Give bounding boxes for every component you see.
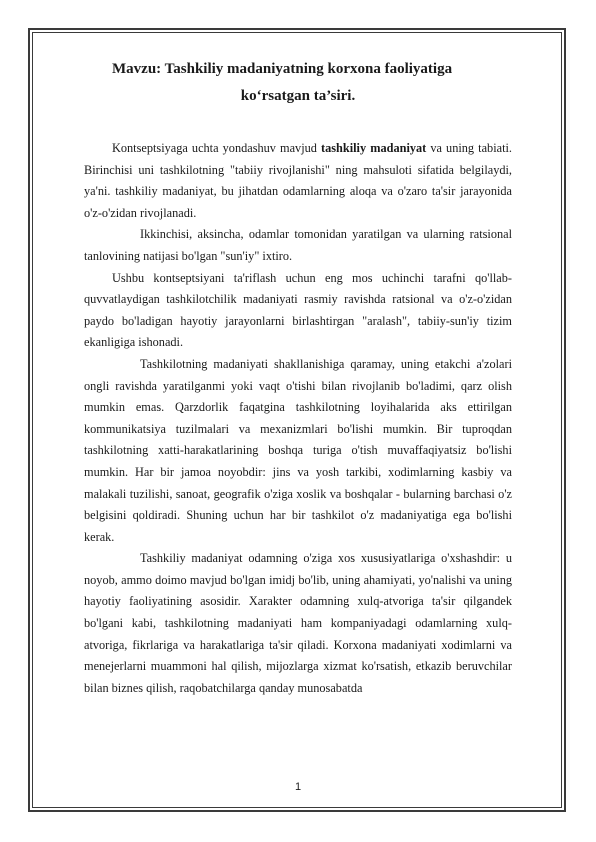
- document-body: [84, 138, 512, 699]
- paragraph-1-end: va uning tabiati. Birinchisi uni tashkilotning "tabiiy rivojlanishi" ning mahsuloti sifatida belgilaydi, ya'ni. tashkiliy madaniyat, bu jihatdan odamlarning aloqa va o'zaro ta'sir jarayonida o'z-o'zidan rivojlanadi.: [84, 141, 512, 220]
- paragraph-5: Tashkiliy madaniyat odamning o'ziga xos xususiyatlariga o'xshashdir: u noyob, ammo doimo mavjud bo'lgan imidj bo'lib, uning ahamiyati, yo'nalishi va uning hayotiy faoliyatining asosidir. Xarakter odamning xulq-atvoriga ta'sir qilgandek bo'lgani kabi, tashkilotning madaniyati ham kompaniyadagi odamlarning xulq-atvoriga, fikrlariga va harakatlariga ta'sir qiladi. Korxona madaniyati xodimlarni va menejerlarni muammoni hal qilish, mijozlarga xizmat ko'rsatish, etkazib beruvchilar bilan biznes qilish, raqobatchilarga qanday munosabatda: [84, 551, 512, 695]
- paragraph-1-start: Kontseptsiyaga uchta yondashuv mavjud: [112, 141, 322, 155]
- paragraph-2: Ikkinchisi, aksincha, odamlar tomonidan yaratilgan va ularning ratsional tanlovining natijasi bo'lgan "sun'iy" ixtiro.: [84, 227, 512, 263]
- paragraph-1-bold-term: tashkiliy madaniyat: [321, 141, 427, 155]
- document-title-line-1: Mavzu: Tashkiliy madaniyatning korxona faoliyatiga: [112, 61, 453, 77]
- document-title-line-2: ko‘rsatgan ta’siri.: [240, 88, 356, 104]
- page-number: 1: [294, 781, 302, 793]
- paragraph-1: [84, 138, 512, 224]
- paragraph-3: Ushbu kontseptsiyani ta'riflash uchun eng mos uchinchi tarafni qo'llab-quvvatlaydigan tashkilotchilik madaniyati rasmiy ravishda ratsional va o'z-o'zidan paydo bo'ladigan hayotiy jarayonlarni birlashtirgan "aralash", tabiiy-sun'iy tizim ekanligiga ishonadi.: [84, 270, 512, 350]
- paragraph-4: Tashkilotning madaniyati shakllanishiga qaramay, uning etakchi a'zolari ongli ravishda yaratilganmi yoki vaqt o'tishi bilan rivojlanib bo'ladimi, qarz olish mumkin emas. Qarzdorlik faqatgina tashkilotning loyihalarida aks ettirilgan kommunikatsiya tuzilmalari va mexanizmlari bo'lishi mumkin. Bir tuproqdan tashkilotning xatti-harakatlarining boshqa turiga o'tish muvaffaqiyatsiz bo'lishi mumkin. Har bir jamoa noyobdir: jins va yosh tarkibi, xodimlarning kasbiy va malakali tuzilishi, sanoat, geografik o'ziga xoslik va boshqalar - bularning barchasi o'z belgisini qoldiradi. Shuning uchun har bir tashkilot o'z madaniyatiga ega bo'lishi kerak.: [84, 356, 512, 544]
